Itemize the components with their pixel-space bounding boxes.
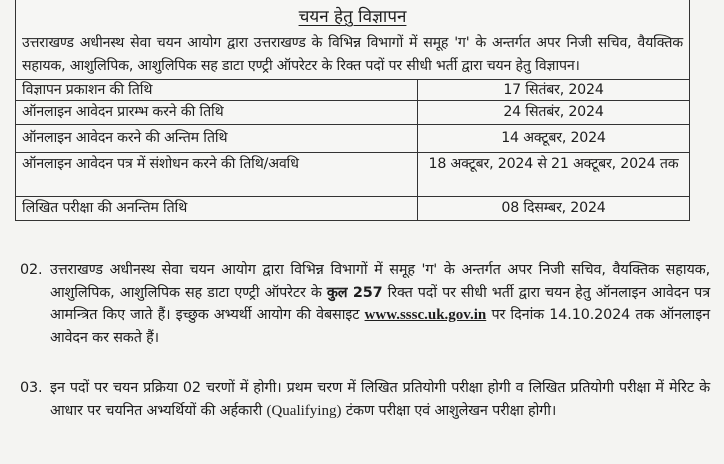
paragraph-text: इन पदों पर चयन प्रक्रिया 02 चरणों में होगी। प्रथम चरण में लिखित प्रतियोगी परीक्षा होगी व लिखित प्रतियोगी परीक्षा में मेरिट के आधार पर चयनित अभ्यर्थियों की अर्हकारी (50, 380, 710, 419)
table-row (16, 101, 689, 125)
paragraph-text: उत्तराखण्ड अधीनस्थ सेवा चयन आयोग द्वारा विभिन्न विभागों में समूह 'ग' के अन्तर्गत अपर निजी सचिव, वैयक्तिक सहायक, आशुलिपिक, आशुलिपिक सह डाटा एण्ट्री ऑपरेटर के (50, 262, 710, 301)
table-row (16, 197, 689, 221)
date-value: 17 सितंबर, 2024 (418, 80, 690, 101)
date-label: ऑनलाइन आवेदन प्रारम्भ करने की तिथि (16, 101, 418, 125)
paragraph-03 (20, 377, 710, 422)
date-label: ऑनलाइन आवेदन पत्र में संशोधन करने की तिथि/अवधि (16, 153, 418, 197)
paragraph-text: रिक्त पदों पर सीधी भर्ती द्वारा चयन हेतु ऑनलाइन आवेदन पत्र आमन्त्रित किए जाते हैं। इच्छुक अभ्यर्थी आयोग की वेबसाइट (50, 284, 710, 323)
advertisement-notice-box (15, 0, 690, 221)
website-link[interactable]: www.sssc.uk.gov.in (364, 307, 487, 323)
paragraph-body (50, 377, 710, 422)
important-dates-table (16, 79, 689, 221)
date-label: लिखित परीक्षा की अनन्तिम तिथि (16, 197, 418, 221)
date-value: 24 सितबंर, 2024 (418, 101, 690, 125)
notice-title (16, 4, 689, 30)
paragraph-02 (20, 259, 710, 349)
paragraph-text: टंकण परीक्षा एवं आशुलेखन परीक्षा होगी। (341, 402, 557, 419)
date-value: 14 अक्टूबर, 2024 (418, 125, 690, 153)
paragraph-number: 03. (20, 380, 43, 396)
table-row (16, 153, 689, 197)
notice-title-text: चयन हेतु विज्ञापन (298, 7, 407, 27)
paragraph-body (50, 259, 710, 349)
english-term: (Qualifying) (266, 402, 342, 419)
total-vacancies: कुल 257 (326, 284, 383, 301)
date-value: 08 दिसम्बर, 2024 (418, 197, 690, 221)
date-label: ऑनलाइन आवेदन करने की अन्तिम तिथि (16, 125, 418, 153)
table-row (16, 125, 689, 153)
date-label: विज्ञापन प्रकाशन की तिथि (16, 80, 418, 101)
table-row (16, 80, 689, 101)
paragraph-number: 02. (20, 262, 43, 278)
paragraph-text: पर दिनांक 14.10.2024 तक ऑनलाइन आवेदन कर सकते हैं। (50, 307, 710, 346)
notice-intro: उत्तराखण्ड अधीनस्थ सेवा चयन आयोग द्वारा उत्तराखण्ड के विभिन्न विभागों में समूह 'ग' के अन्तर्गत अपर निजी सचिव, वैयक्तिक सहायक, आशुलिपिक, आशुलिपिक सह डाटा एण्ट्री ऑपरेटर के रिक्त पदों पर सीधी भर्ती द्वारा चयन हेतु विज्ञापन। (22, 35, 683, 74)
date-value: 18 अक्टूबर, 2024 से 21 अक्टूबर, 2024 तक (418, 153, 690, 197)
